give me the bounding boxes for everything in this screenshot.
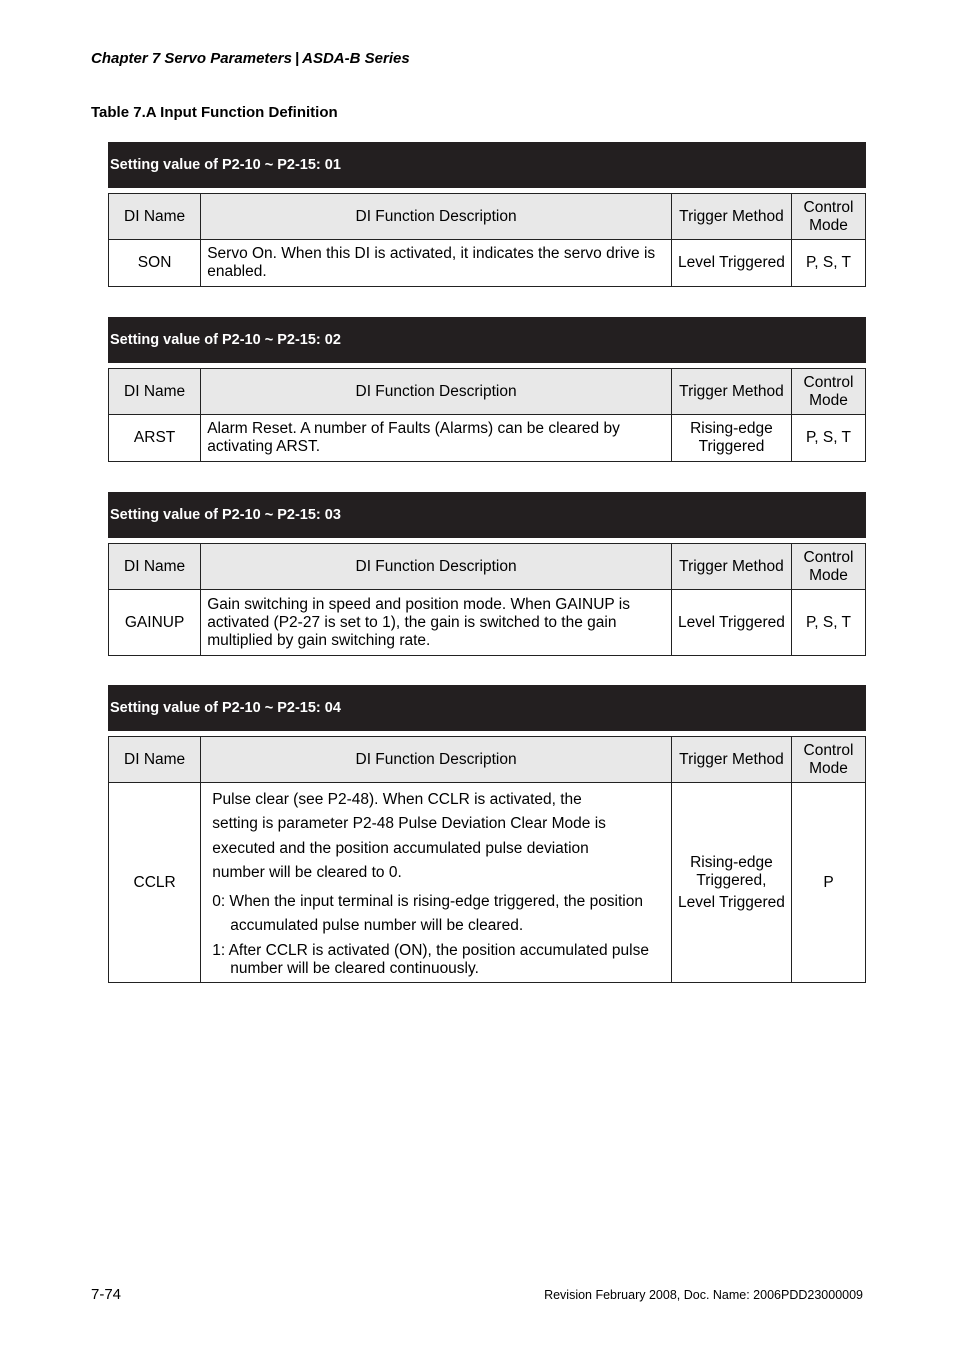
di-name-cell: SON — [109, 240, 201, 287]
col-header-description: DI Function Description — [201, 544, 672, 590]
chapter-header: Chapter 7 Servo Parameters | ASDA-B Series — [91, 50, 410, 67]
di-table — [108, 736, 866, 983]
di-table — [108, 193, 866, 287]
setting-block-03 — [108, 492, 866, 656]
setting-header: Setting value of P2-10 ~ P2-15: 04 — [108, 685, 866, 731]
col-header-mode: Control Mode — [791, 544, 865, 590]
trigger-cell: Level Triggered — [671, 240, 791, 287]
mode-cell: P, S, T — [791, 415, 865, 462]
col-header-di-name: DI Name — [109, 737, 201, 783]
trigger-cell — [671, 783, 791, 983]
table-row — [109, 240, 866, 287]
col-header-trigger: Trigger Method — [671, 544, 791, 590]
description-line: number will be cleared to 0. — [212, 864, 402, 881]
description-line: executed and the position accumulated pulse deviation — [212, 839, 589, 857]
table-header-row — [109, 544, 866, 590]
description-cell: Alarm Reset. A number of Faults (Alarms) can be cleared by activating ARST. — [201, 415, 672, 462]
col-header-mode: Control Mode — [791, 369, 865, 415]
description-line: Pulse clear (see P2-48). When CCLR is activated, the — [212, 790, 582, 808]
col-header-di-name: DI Name — [109, 194, 201, 240]
mode-cell: P, S, T — [791, 240, 865, 287]
col-header-description: DI Function Description — [201, 194, 672, 240]
di-name-cell: CCLR — [109, 783, 201, 983]
table-header-row — [109, 737, 866, 783]
col-header-mode: Control Mode — [791, 194, 865, 240]
col-header-di-name: DI Name — [109, 369, 201, 415]
page-number: 7-74 — [91, 1286, 122, 1303]
di-name-cell: GAINUP — [109, 590, 201, 656]
mode-cell: P, S, T — [791, 590, 865, 656]
setting-block-04 — [108, 685, 866, 983]
table-header-row — [109, 369, 866, 415]
setting-header: Setting value of P2-10 ~ P2-15: 02 — [108, 317, 866, 363]
table-header-row — [109, 194, 866, 240]
setting-header: Setting value of P2-10 ~ P2-15: 03 — [108, 492, 866, 538]
table-title: Table 7.A Input Function Definition — [91, 104, 338, 121]
description-cell: Gain switching in speed and position mode. When GAINUP is activated (P2-27 is set to 1), the gain is switched to the gain multiplied by gain switching rate. — [201, 590, 672, 656]
mode-cell: P — [791, 783, 865, 983]
col-header-trigger: Trigger Method — [671, 737, 791, 783]
trigger-cell: Rising-edge Triggered — [671, 415, 791, 462]
col-header-trigger: Trigger Method — [671, 369, 791, 415]
description-cell — [201, 783, 672, 983]
col-header-trigger: Trigger Method — [671, 194, 791, 240]
trigger-cell: Level Triggered — [671, 590, 791, 656]
table-row — [109, 590, 866, 656]
di-table — [108, 368, 866, 462]
description-item-0: 0: When the input terminal is rising-edge triggered, the position accumulated pulse number will be cleared. — [212, 892, 643, 934]
table-row — [109, 415, 866, 462]
setting-block-01 — [108, 142, 866, 287]
description-line: setting is parameter P2-48 Pulse Deviation Clear Mode is — [212, 815, 606, 832]
col-header-description: DI Function Description — [201, 737, 672, 783]
trigger-line: Rising-edge Triggered, — [690, 853, 773, 889]
col-header-di-name: DI Name — [109, 544, 201, 590]
trigger-line: Level Triggered — [678, 893, 785, 911]
setting-header: Setting value of P2-10 ~ P2-15: 01 — [108, 142, 866, 188]
setting-block-02 — [108, 317, 866, 462]
table-row — [109, 783, 866, 983]
revision-footer: Revision February 2008, Doc. Name: 2006PDD23000009 — [544, 1288, 863, 1302]
col-header-description: DI Function Description — [201, 369, 672, 415]
description-item-1: 1: After CCLR is activated (ON), the position accumulated pulse number will be cleared continuously. — [212, 941, 649, 977]
di-table — [108, 543, 866, 656]
description-cell: Servo On. When this DI is activated, it indicates the servo drive is enabled. — [201, 240, 672, 287]
di-name-cell: ARST — [109, 415, 201, 462]
col-header-mode: Control Mode — [791, 737, 865, 783]
